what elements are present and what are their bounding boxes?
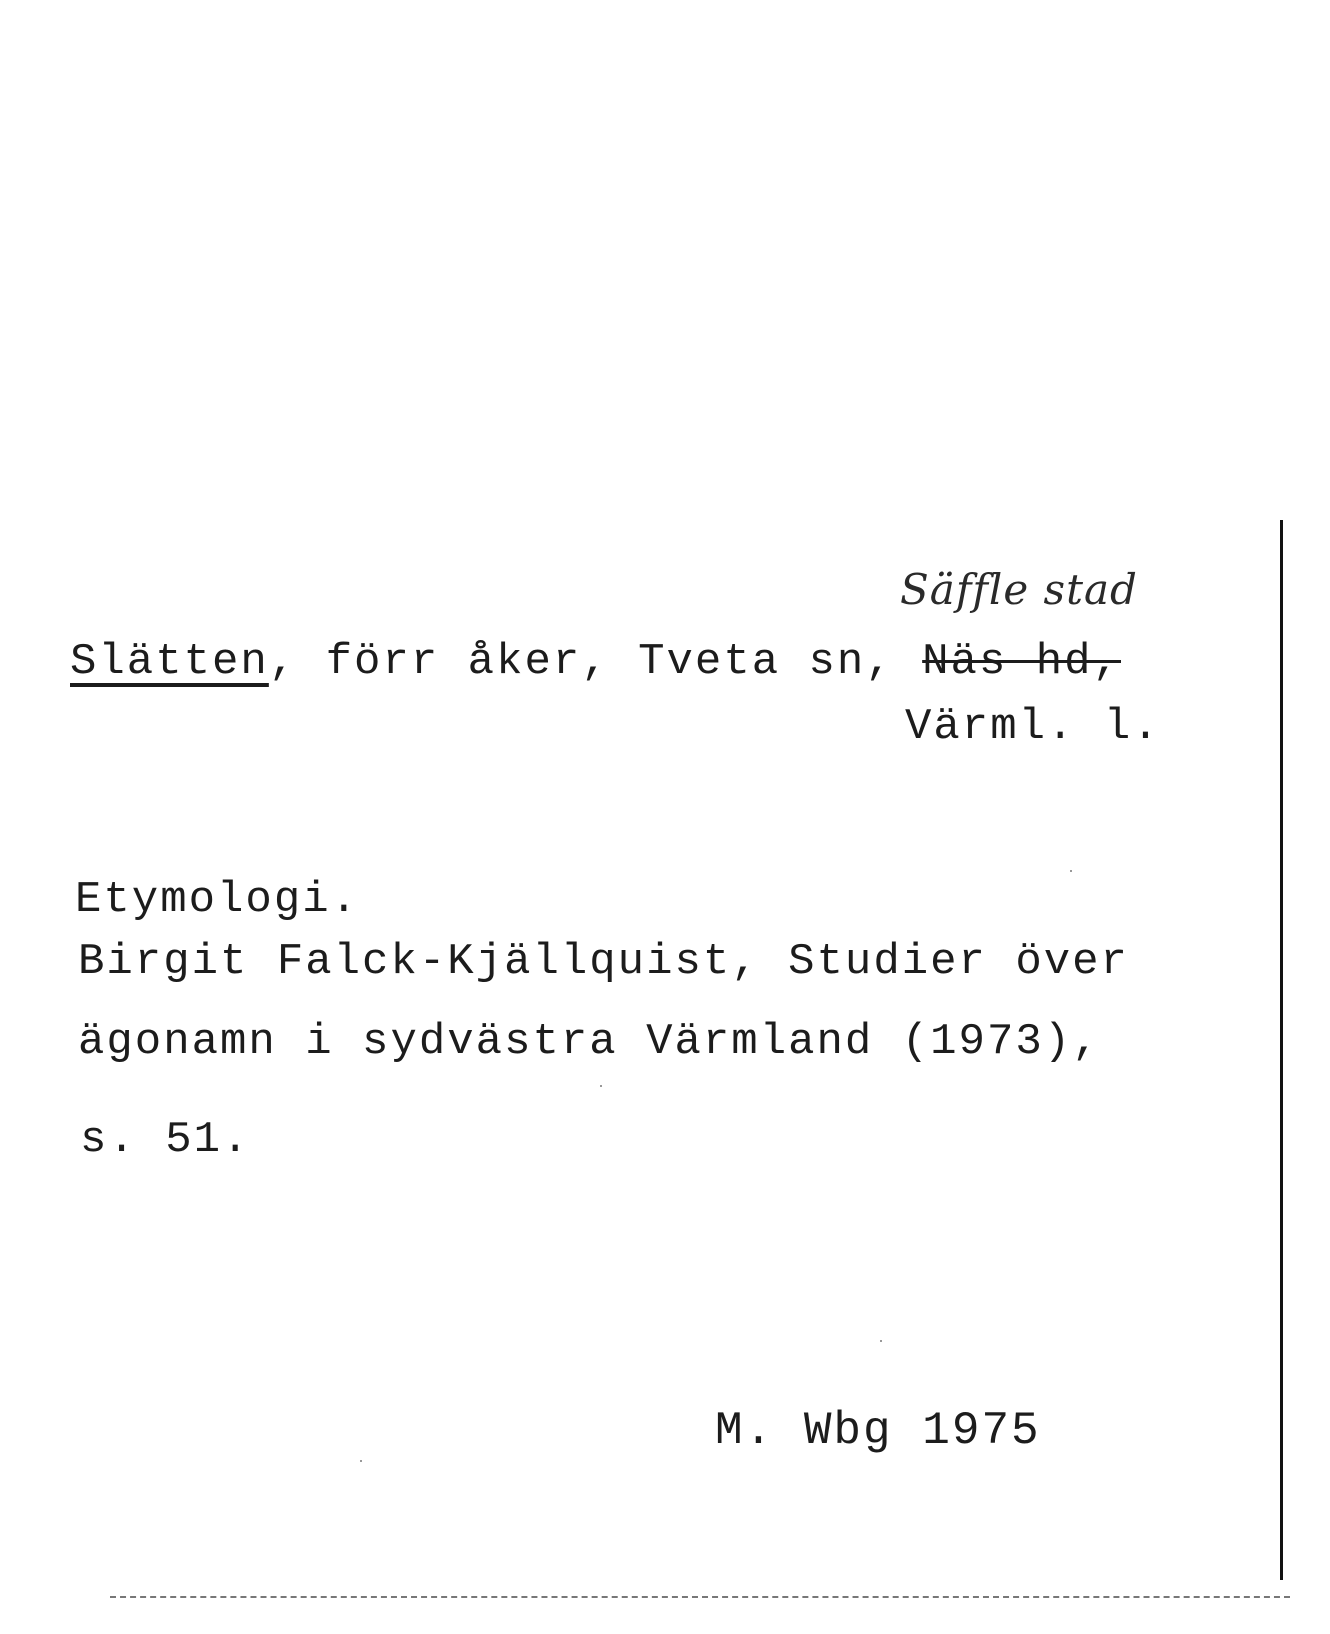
scan-speck bbox=[1070, 870, 1072, 872]
entry-line-2: Värml. l. bbox=[905, 702, 1161, 752]
scan-speck bbox=[880, 1340, 882, 1342]
card-edge-right bbox=[1280, 520, 1283, 1580]
source-line: Birgit Falck-Kjällquist, Studier över bbox=[78, 937, 1129, 987]
entry-line-1 bbox=[70, 637, 1121, 687]
struck-district: Näs hd, bbox=[922, 637, 1121, 687]
card-edge-bottom bbox=[110, 1596, 1290, 1598]
source-line: s. 51. bbox=[80, 1115, 251, 1165]
handwritten-annotation: Säffle stad bbox=[900, 565, 1138, 614]
source-line: ägonamn i sydvästra Värmland (1973), bbox=[78, 1017, 1101, 1067]
scan-speck bbox=[360, 1460, 362, 1462]
entry-description: , förr åker, Tveta sn, bbox=[268, 637, 923, 687]
scan-speck bbox=[600, 1085, 602, 1087]
signature: M. Wbg 1975 bbox=[715, 1405, 1041, 1457]
section-heading: Etymologi. bbox=[75, 875, 360, 925]
headword: Slätten bbox=[70, 637, 269, 687]
